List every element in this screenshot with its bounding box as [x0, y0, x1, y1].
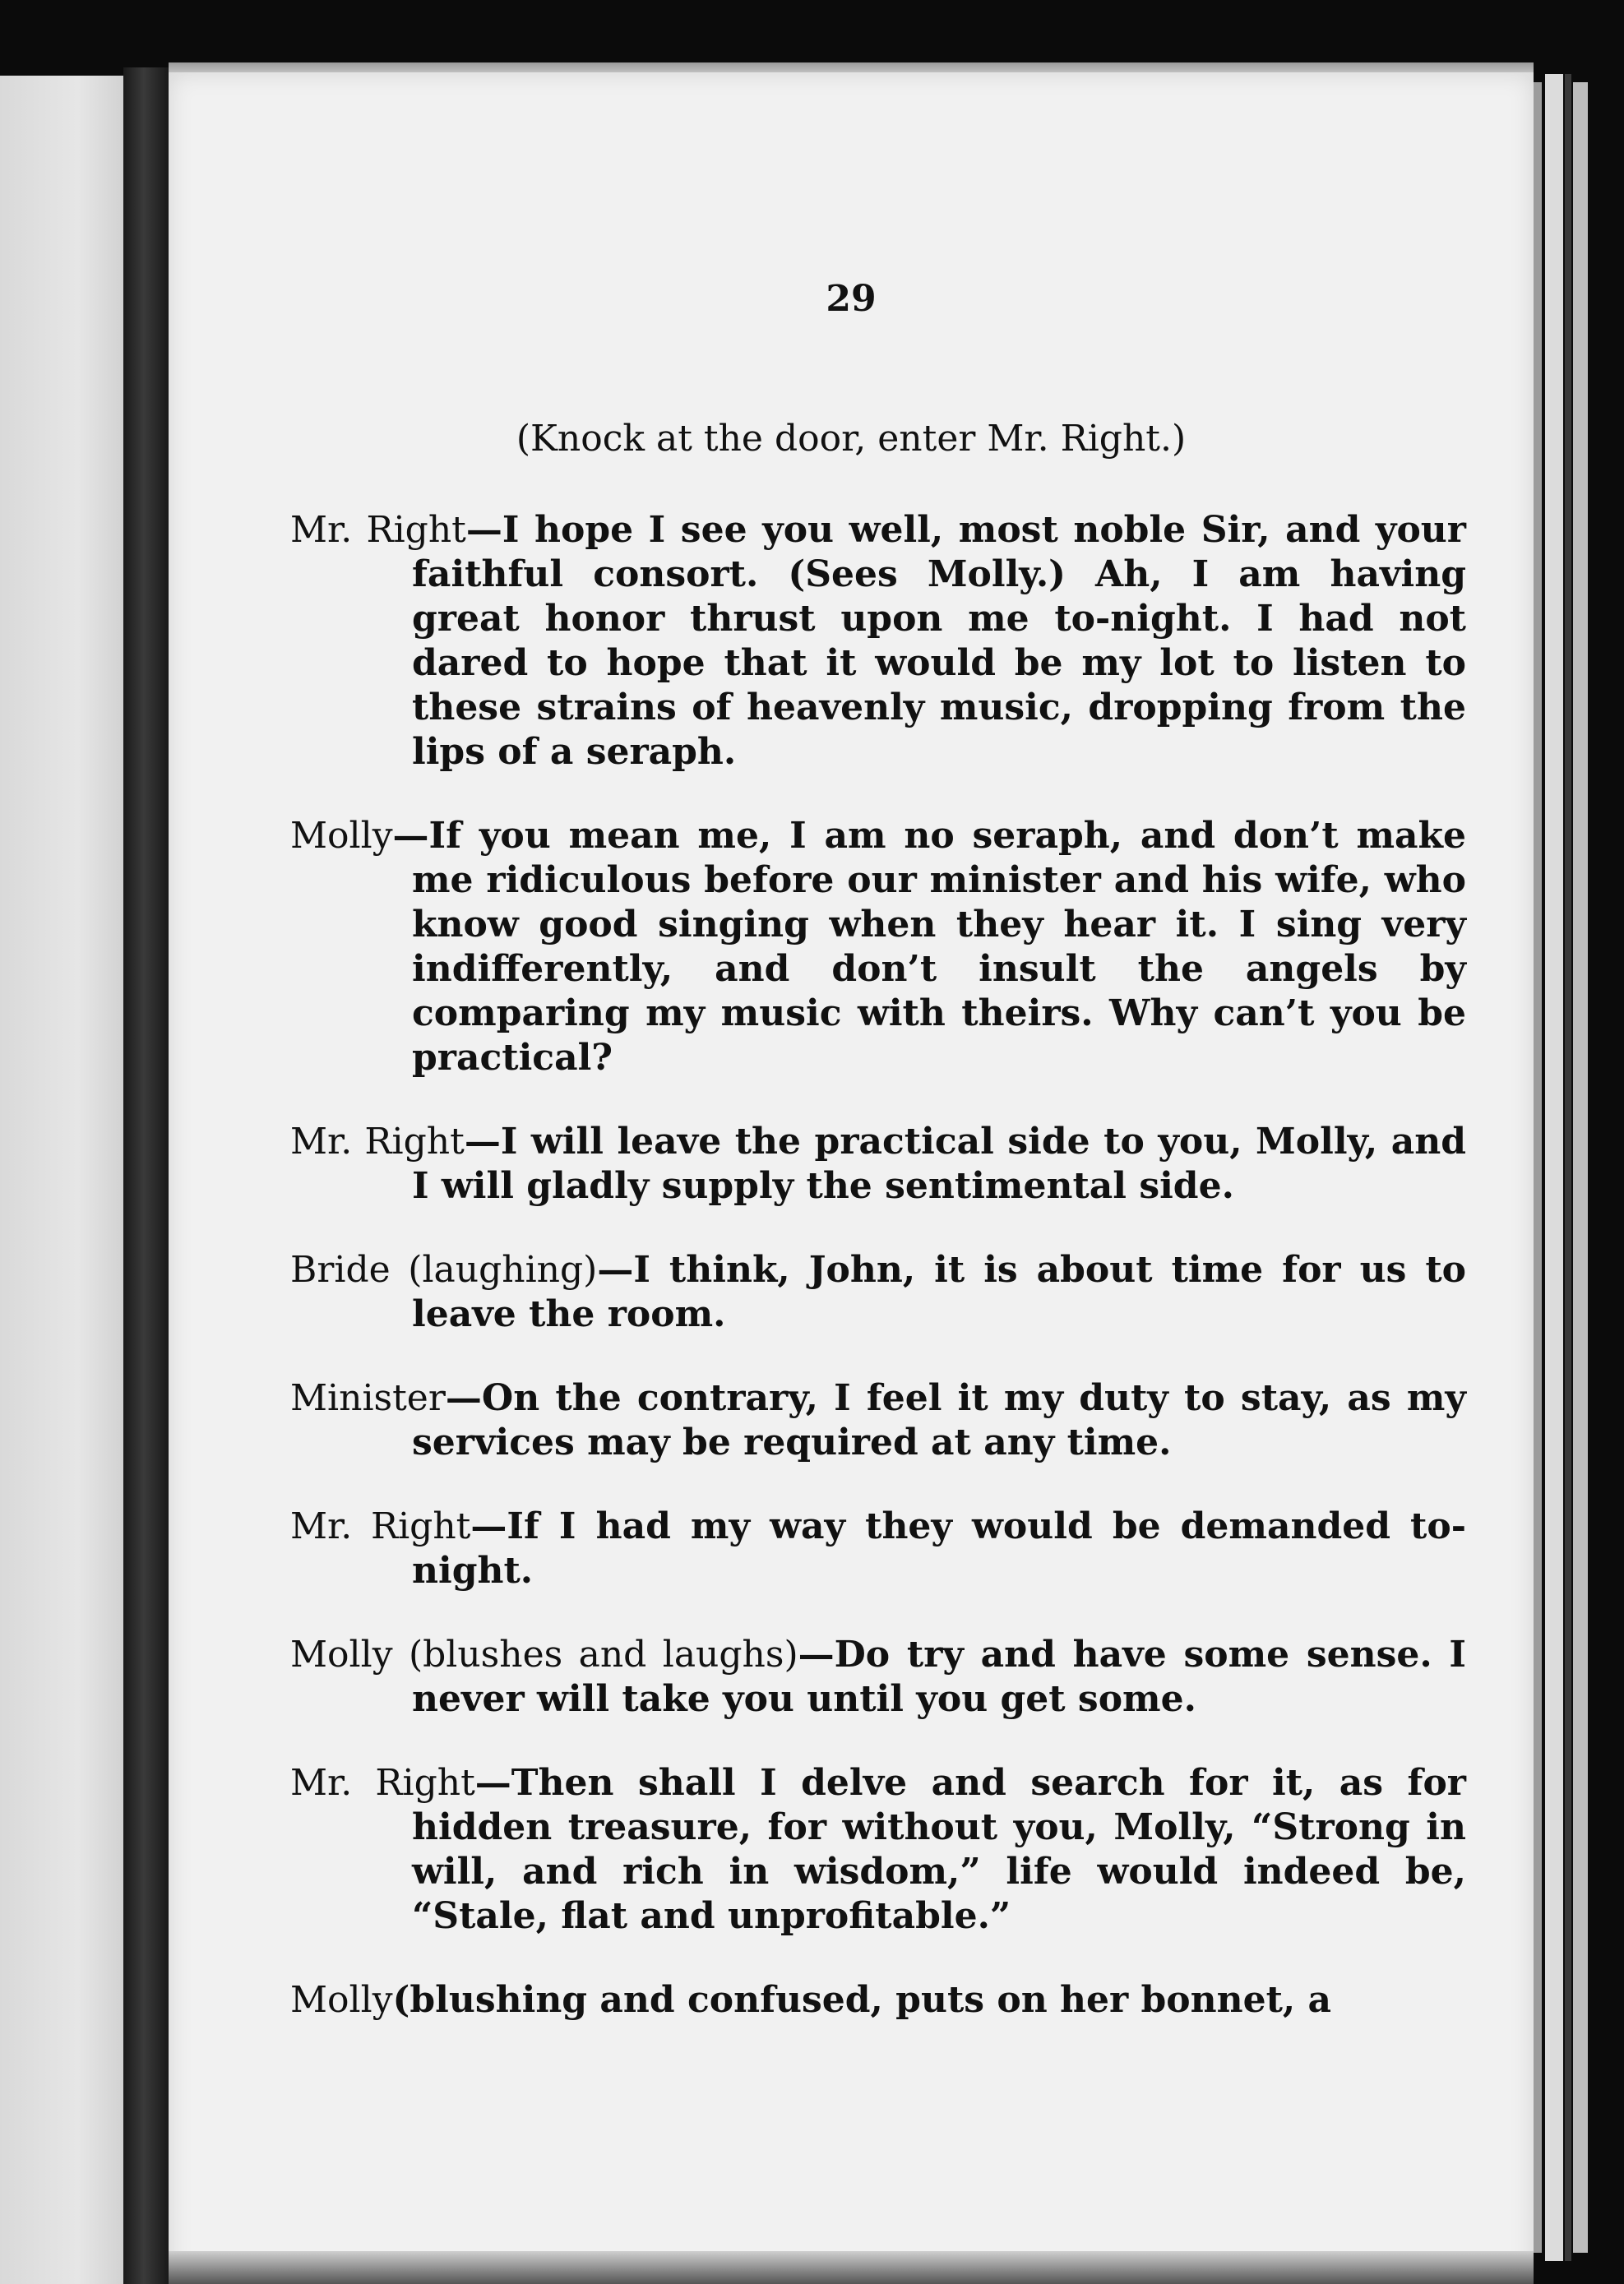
speaker-name: Mr. Right [290, 1121, 465, 1163]
speech-text: —On the contrary, I feel it my duty to stay, as my services may be required at any time. [412, 1377, 1466, 1463]
speech-text: —If I had my way they would be demanded to-night. [412, 1505, 1466, 1592]
speech-5 [290, 1376, 1466, 1465]
speech-3 [290, 1120, 1466, 1209]
speech-6 [290, 1505, 1466, 1593]
stage-direction: (Knock at the door, enter Mr. Right.) [516, 418, 1187, 460]
speaker-name: Molly (blushes and laughs) [290, 1634, 798, 1676]
speaker-name: Mr. Right [290, 1762, 475, 1804]
speech-4 [290, 1248, 1466, 1337]
cover-edge-line [1573, 82, 1588, 2253]
speaker-name: Mr. Right [290, 1505, 471, 1547]
speaker-name: Bride (laughing) [290, 1249, 598, 1291]
speech-text: —If you mean me, I am no seraph, and don’t make me ridiculous before our minister and his wife, who know good singing when they hear it. I sing very indifferently, and don’t insult the angels by comparing my music with theirs. Why can’t you be practical? [392, 815, 1466, 1079]
speech-text: —I think, John, it is about time for us to leave the room. [412, 1249, 1467, 1335]
cover-edge-line [1545, 74, 1563, 2261]
book-cover-edge [1534, 49, 1624, 2284]
speech-text: —I hope I see you well, most noble Sir, and your faithful consort. (Sees Molly.) Ah, I am having great honor thrust upon me to-night. I had not dared to hope that it would be my lot to listen to these strains of heavenly music, dropping from the lips of a seraph. [412, 509, 1466, 773]
speech-text: —Then shall I delve and search for it, as for hidden treasure, for without you, Molly, “Strong in will, and rich in wisdom,” life would indeed be, “Stale, flat and unprofitable.” [412, 1762, 1466, 1937]
speech-text: —Do try and have some sense. I never will take you until you get some. [412, 1634, 1466, 1720]
speaker-name: Molly [290, 815, 393, 857]
speech-text: —I will leave the practical side to you, Molly, and I will gladly supply the sentimental side. [412, 1121, 1466, 1207]
page-bottom-edge [169, 2251, 1566, 2284]
speaker-name: Molly [290, 1979, 393, 2021]
speech-1 [290, 508, 1466, 774]
speaker-name: Minister [290, 1377, 446, 1419]
cover-edge-line [1565, 74, 1571, 2261]
book-gutter [123, 67, 174, 2284]
speech-9 [290, 1978, 1466, 2023]
speaker-name: Mr. Right [290, 509, 466, 551]
page-number: 29 [826, 278, 877, 320]
speech-2 [290, 814, 1466, 1080]
page-text [169, 72, 1534, 2284]
previous-page-edge [0, 76, 130, 2284]
speech-text: (blushing and confused, puts on her bonnet, a [392, 1979, 1332, 2021]
speech-7 [290, 1633, 1466, 1722]
book-page [169, 72, 1534, 2284]
cover-edge-line [1534, 82, 1542, 2253]
dialogue [290, 508, 1466, 2062]
speech-8 [290, 1761, 1466, 1939]
